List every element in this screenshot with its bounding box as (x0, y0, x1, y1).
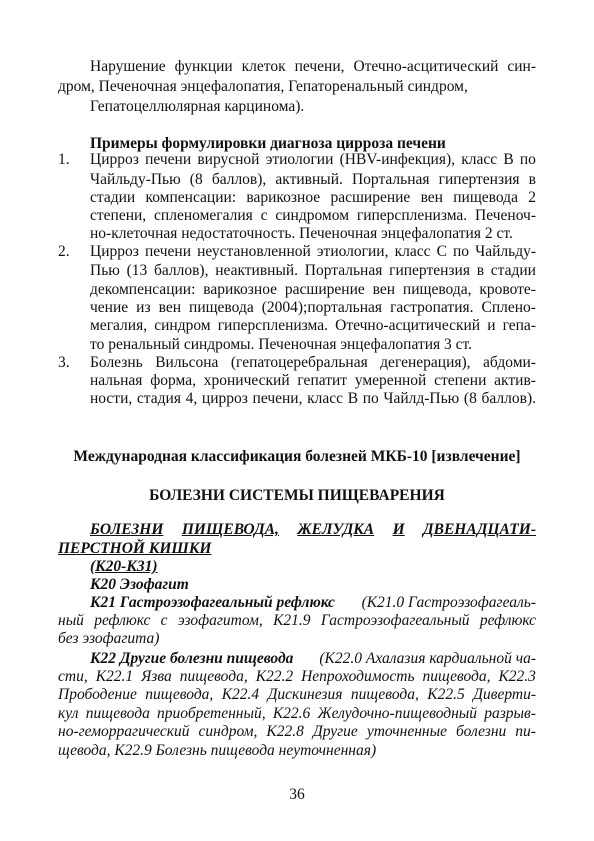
word: по (519, 151, 536, 168)
word: (8 (189, 171, 203, 188)
word: Чайльду- (475, 243, 536, 260)
k22-line-1-rest: (К22.0 Ахалазия кардиальной ча- (319, 650, 536, 667)
section-title: БОЛЕЗНИ СИСТЕМЫ ПИЩЕВАРЕНИЯ (149, 487, 445, 504)
item-3-line-2 (90, 372, 536, 389)
item-2-line-3 (90, 281, 536, 298)
word: форма, (150, 372, 196, 389)
word: гастропатия. (390, 299, 474, 316)
word: пи- (515, 723, 536, 740)
word: ДВЕНАДЦАТИ- (423, 521, 536, 538)
word: пищевода, (402, 281, 472, 298)
word: (гепатоцеребральная (230, 354, 368, 371)
word: Желудочно-пищеводный (317, 705, 478, 722)
k21-line-2 (58, 612, 536, 629)
word: мегалия, (90, 317, 148, 334)
item-1-line-2 (90, 171, 536, 188)
item-1-line-5: но-клеточная недостаточность. Печеночная энцефалопатия 2 ст. (90, 225, 513, 242)
word: баллов), (211, 171, 267, 188)
word: компенсации: (145, 189, 237, 206)
word: неустановленной (197, 243, 311, 260)
word: К22.2 (255, 668, 294, 685)
word: Отечно-асцитический (335, 317, 481, 334)
classification-title: Международная классификация болезней МКБ-10 [извлечение] (73, 448, 521, 465)
word: печени (144, 243, 192, 260)
word: Портальная (304, 262, 383, 279)
word: с (160, 612, 168, 629)
examples-heading: Примеры формулировки диагноза цирроза печени (90, 135, 446, 152)
word: баллов). (481, 390, 536, 407)
word: К22.4 (221, 686, 260, 703)
word: с (260, 207, 268, 224)
word: пищевода (189, 299, 254, 316)
item-1-line-3 (90, 189, 536, 206)
word: и (487, 317, 496, 334)
word: ности, (90, 390, 133, 407)
word: расширение (284, 281, 365, 298)
word: неактивный. (215, 262, 299, 279)
word: Язва (141, 668, 172, 685)
word: актив- (494, 372, 536, 389)
word: эзофагитом, (177, 612, 263, 629)
word: К22.8 (266, 723, 304, 740)
word: в (528, 171, 536, 188)
word: абдоми- (482, 354, 536, 371)
word: класс (394, 243, 431, 260)
item-1-number: 1. (58, 151, 70, 168)
word: Вильсона (155, 354, 219, 371)
intro-line-2: дром, Печеночная энцефалопатия, Гепаторенальный синдром, (58, 78, 468, 95)
word: гипертензия (389, 262, 470, 279)
word: печени, (294, 58, 345, 75)
word: синдром, (198, 723, 258, 740)
word: 4, (185, 390, 198, 407)
block-title-line-1 (90, 521, 536, 538)
word: Печеноч- (475, 207, 536, 224)
word: ПИЩЕВОДА, (181, 521, 279, 538)
word: (13 (126, 262, 148, 279)
k20-entry: К20 Эзофагит (90, 576, 189, 593)
word: умеренной (354, 372, 427, 389)
word: по (453, 243, 470, 260)
word: степени (434, 372, 487, 389)
word: гепатит (297, 372, 348, 389)
word: БОЛЕЗНИ (90, 521, 164, 538)
word: Сплено- (481, 299, 536, 316)
word: Цирроз (90, 151, 139, 168)
word: Нарушение (90, 58, 166, 75)
item-3-number: 3. (58, 354, 70, 371)
word: варикозное (246, 189, 321, 206)
k22-line-5 (58, 723, 536, 740)
word: синдром (154, 317, 211, 334)
word: К22.3 (498, 668, 536, 685)
word: печени (145, 151, 192, 168)
word: Гастроэзофагеальный (320, 612, 470, 629)
item-2-line-4 (90, 299, 536, 316)
word: пищевода (453, 189, 518, 206)
word: сти, (58, 668, 88, 685)
word: класс (307, 390, 344, 407)
item-2-line-1 (90, 243, 536, 260)
item-1-line-4 (90, 207, 536, 224)
word: стадия (136, 390, 181, 407)
word: (HBV-инфекция), (339, 151, 456, 168)
word: В (347, 390, 359, 407)
word: из (136, 299, 151, 316)
word: В (503, 151, 514, 168)
item-3-line-3 (90, 390, 536, 407)
word: рефлюкс (94, 612, 151, 629)
word: класс (461, 151, 498, 168)
word: пищевода (85, 705, 150, 722)
word: Непроходимость (301, 668, 415, 685)
word: Болезнь (90, 354, 143, 371)
k21-line-1-rest: (К21.0 Гастроэзофагеаль- (361, 594, 536, 611)
word: варикозное (203, 281, 278, 298)
word: Другие (312, 723, 358, 740)
k22-line-2 (58, 668, 536, 685)
k21-line-3: без эзофагита) (58, 630, 160, 647)
k22-head: К22 Другие болезни пищевода (90, 650, 294, 667)
word: клеток (241, 58, 286, 75)
word: но-геморрагический (58, 723, 190, 740)
block-title-line-2: ПЕРСТНОЙ КИШКИ (58, 540, 212, 557)
intro-line-3: Гепатоцеллюлярная карцинома). (90, 98, 305, 115)
word: Пью (90, 262, 120, 279)
word: К22.6 (272, 705, 311, 722)
word: К21.9 (273, 612, 311, 629)
word: вен (158, 299, 182, 316)
word: синдромом (275, 207, 350, 224)
item-1-line-1 (90, 151, 536, 168)
word: пищевода, (422, 668, 491, 685)
word: декомпенсации: (90, 281, 196, 298)
word: Чайлд-Пью (383, 390, 460, 407)
word: дегенерация), (380, 354, 471, 371)
word: стадии (490, 262, 536, 279)
word: вирусной (197, 151, 260, 168)
word: Чайльду-Пью (90, 171, 181, 188)
k21-head: К21 Гастроэзофагеальный рефлюкс (90, 594, 335, 611)
word: Портальная (351, 171, 430, 188)
word: функции (174, 58, 233, 75)
word: пищевода, (350, 686, 419, 703)
word: нальная (90, 372, 143, 389)
word: Прободение (58, 686, 137, 703)
item-2-line-5 (90, 317, 536, 334)
word: (8 (463, 390, 477, 407)
intro-line-1 (90, 58, 536, 75)
word: гиперспленизма. (217, 317, 329, 334)
word: пищевода, (179, 668, 248, 685)
k22-line-1 (90, 650, 536, 667)
k22-line-4 (58, 705, 536, 722)
word: баллов), (153, 262, 209, 279)
word: гепа- (502, 317, 536, 334)
word: этиологии, (316, 243, 389, 260)
word: степени, (90, 207, 147, 224)
word: рефлюкс (479, 612, 536, 629)
word: чение (90, 299, 129, 316)
word: хронический (203, 372, 290, 389)
item-3-line-1 (90, 354, 536, 371)
word: Дискинезия (267, 686, 343, 703)
word: кровоте- (479, 281, 536, 298)
word: гипертензия (438, 171, 520, 188)
word: кул (58, 705, 79, 722)
word: ный (58, 612, 84, 629)
word: стадии (90, 189, 136, 206)
word: цирроз (201, 390, 248, 407)
word: гиперспленизма. (356, 207, 468, 224)
k22-line-6: щевода, К22.9 Болезнь пищевода неуточненная) (58, 742, 377, 759)
item-2-line-2 (90, 262, 536, 279)
k22-line-3 (58, 686, 536, 703)
word: син- (507, 58, 536, 75)
word: И (392, 521, 405, 538)
k21-line-1 (90, 594, 536, 611)
word: пищевода, (145, 686, 214, 703)
word: приобретенный, (157, 705, 266, 722)
word: С (436, 243, 447, 260)
word: этиологии (265, 151, 334, 168)
word: печени, (252, 390, 303, 407)
item-2-number: 2. (58, 243, 70, 260)
word: К22.5 (427, 686, 465, 703)
word: по (362, 390, 379, 407)
word: вен (372, 281, 396, 298)
word: К22.1 (95, 668, 134, 685)
word: спленомегалия (154, 207, 253, 224)
word: расширение (330, 189, 411, 206)
word: активный. (275, 171, 343, 188)
word: (2004);портальная (261, 299, 383, 316)
word: Диверти- (473, 686, 536, 703)
block-code: (К20-К31) (90, 558, 158, 575)
word: ЖЕЛУДКА (297, 521, 375, 538)
word: Отечно-асцитический (353, 58, 499, 75)
word: 2 (528, 189, 536, 206)
word: разрыв- (484, 705, 536, 722)
word: в (476, 262, 485, 279)
word: уточненные (366, 723, 447, 740)
page-number: 36 (289, 786, 305, 803)
item-2-line-6: то ренальный синдромы. Печеночная энцефалопатия 3 ст. (90, 336, 473, 353)
word: Цирроз (90, 243, 139, 260)
word: вен (420, 189, 443, 206)
word: болезни (456, 723, 507, 740)
